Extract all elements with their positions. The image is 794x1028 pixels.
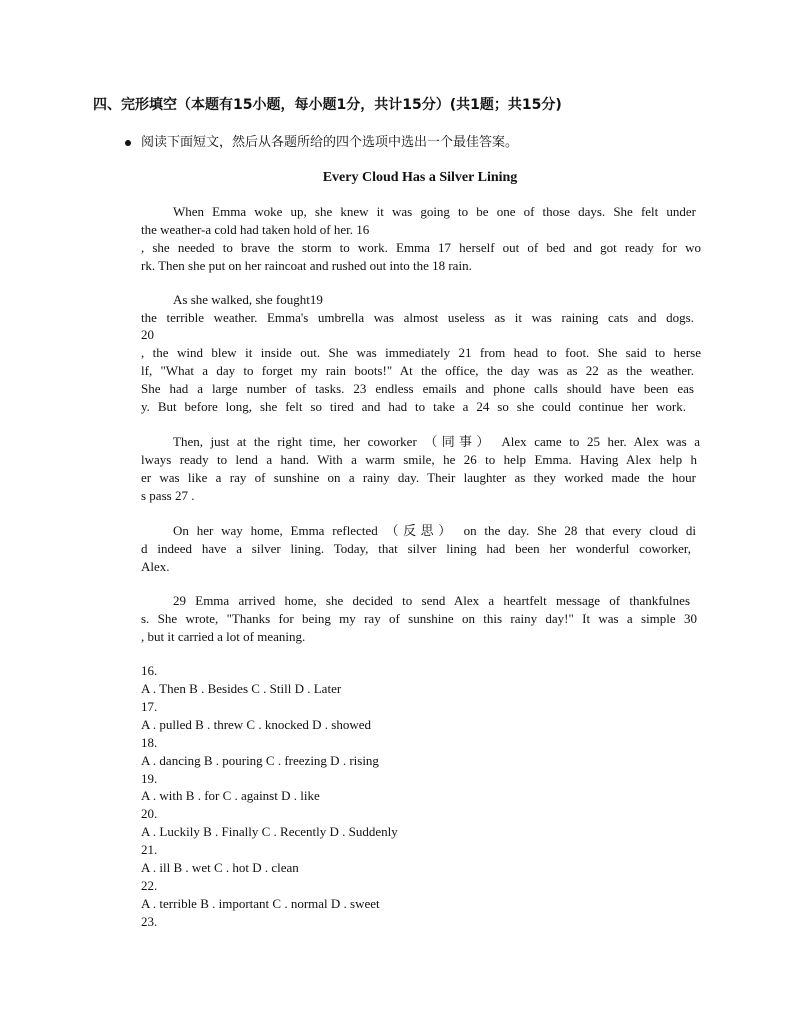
passage-line: s pass 27 . bbox=[141, 488, 195, 503]
instruction bbox=[125, 131, 518, 150]
question-number: 16. bbox=[141, 663, 158, 678]
instruction-text: 阅读下面短文，然后从各题所给的四个选项中选出一个最佳答案。 bbox=[141, 135, 519, 150]
passage-line: , she needed to brave the storm to work. Emma 17 herself out of bed and got ready for wo bbox=[141, 240, 701, 255]
question-number: 20. bbox=[141, 806, 158, 821]
passage-line: 20 bbox=[141, 327, 154, 342]
passage-line: 29 Emma arrived home, she decided to send Alex a heartfelt message of thankfulnes bbox=[173, 593, 690, 608]
question-options: A . terrible B . important C . normal D . sweet bbox=[141, 896, 380, 911]
passage-line: , the wind blew it inside out. She was immediately 21 from head to foot. She said to herse bbox=[141, 345, 701, 360]
question-options: A . with B . for C . against D . like bbox=[141, 788, 320, 803]
section-title: 四、完形填空（本题有15小题，每小题1分，共计15分）(共1题；共15分) bbox=[93, 97, 562, 113]
passage-line: lways ready to lend a hand. With a warm smile, he 26 to help Emma. Having Alex help h bbox=[141, 452, 697, 467]
passage-line: On her way home, Emma reflected （反思） on the day. She 28 that every cloud di bbox=[173, 523, 696, 538]
question-options: A . dancing B . pouring C . freezing D . rising bbox=[141, 753, 379, 768]
passage-line: Alex. bbox=[141, 559, 170, 574]
passage-line: Then, just at the right time, her coworker （同事） Alex came to 25 her. Alex was a bbox=[173, 434, 700, 449]
question-number: 23. bbox=[141, 914, 158, 929]
passage-line: lf, "What a day to forget my rain boots!" At the office, the day was as 22 as the weather. bbox=[141, 363, 694, 378]
question-number: 22. bbox=[141, 878, 158, 893]
passage-line: As she walked, she fought19 bbox=[173, 292, 323, 307]
question-options: A . pulled B . threw C . knocked D . showed bbox=[141, 717, 372, 732]
passage-title: Every Cloud Has a Silver Lining bbox=[322, 170, 518, 185]
question-number: 17. bbox=[141, 699, 158, 714]
passage-line: er was like a ray of sunshine on a rainy day. Their laughter as they worked made the hour bbox=[141, 470, 696, 485]
passage-line: s. She wrote, "Thanks for being my ray of sunshine on this rainy day!" It was a simple 30 bbox=[141, 611, 697, 626]
question-number: 21. bbox=[141, 842, 158, 857]
passage-line: d indeed have a silver lining. Today, that silver lining had been her wonderful coworker, bbox=[141, 541, 691, 556]
question-options: A . ill B . wet C . hot D . clean bbox=[141, 860, 299, 875]
question-number: 18. bbox=[141, 735, 158, 750]
passage-line: She had a large number of tasks. 23 endless emails and phone calls should have been eas bbox=[141, 381, 694, 396]
question-number: 19. bbox=[141, 771, 158, 786]
bullet-icon bbox=[125, 140, 131, 146]
question-options: A . Luckily B . Finally C . Recently D . Suddenly bbox=[141, 824, 398, 839]
passage-line: , but it carried a lot of meaning. bbox=[141, 629, 306, 644]
passage-line: the terrible weather. Emma's umbrella was almost useless as it was raining cats and dogs. bbox=[141, 310, 694, 325]
question-options: A . Then B . Besides C . Still D . Later bbox=[141, 681, 342, 696]
passage-line: the weather-a cold had taken hold of her. 16 bbox=[141, 222, 370, 237]
passage-line: rk. Then she put on her raincoat and rushed out into the 18 rain. bbox=[141, 258, 472, 273]
passage-line: When Emma woke up, she knew it was going to be one of those days. She felt under bbox=[173, 204, 696, 219]
passage-line: y. But before long, she felt so tired and had to take a 24 so she could continue her work. bbox=[141, 399, 686, 414]
